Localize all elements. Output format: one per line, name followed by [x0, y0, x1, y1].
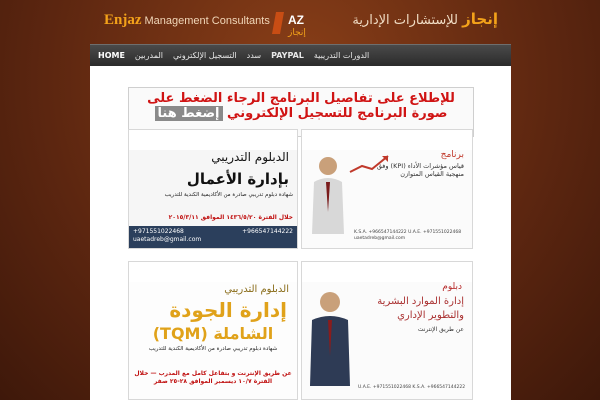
card-title: إدارة الموارد البشرية [377, 296, 464, 307]
card-header [129, 262, 297, 282]
course-card-hr[interactable] [301, 261, 473, 400]
card-header [302, 130, 472, 150]
brand-arabic-main: إنجاز [462, 10, 498, 28]
card-subtitle: إدارة الجودة [169, 298, 287, 322]
card-phone-ksa: +966547144222 [242, 228, 293, 235]
card-subtitle: بإدارة الأعمال [186, 170, 289, 188]
svg-text:إنجاز: إنجاز [288, 28, 306, 38]
brand-tagline: Management Consultants [144, 15, 270, 27]
card-title: الدبلوم التدريبي [211, 150, 289, 164]
banner-line-2 [129, 106, 473, 121]
card-subtitle: والتطوير الإداري [397, 310, 464, 321]
course-card-business-admin[interactable] [128, 129, 298, 249]
card-title: برنامج [440, 150, 464, 160]
card-phone-uae: +971551022468 [133, 228, 184, 235]
click-here-button[interactable]: إضغط هنا [155, 106, 223, 121]
nav-trainers[interactable]: المدربين [134, 51, 163, 60]
card-dates: عن طريق الإنترنت و بتفاعل كامل مع المدرب — خلال الفترة ١٠/٧ ديسمبر الموافق ٢٨-٢٥ صفر [134, 370, 292, 385]
nav-courses[interactable]: الدورات التدريبية [313, 51, 370, 60]
nav-paypal[interactable]: PAYPAL [271, 51, 304, 60]
brand-english[interactable] [104, 12, 270, 29]
card-contact: U.A.E. +971551022468 K.S.A. +966547144222 [358, 385, 466, 390]
card-title: الدبلوم التدريبي [224, 284, 289, 295]
course-card-tqm[interactable] [128, 261, 298, 400]
presenter-photo-icon [306, 286, 354, 386]
card-subtitle: قياس مؤشرات الأداء (KPI) وفق منهجية القياس المتوازن [376, 162, 464, 178]
card-description: شهادة دبلوم تدريبي صادرة من الأكاديمية الكندية للتدريب [164, 192, 293, 198]
svg-text:AZ: AZ [288, 13, 304, 27]
nav-online-registration[interactable]: التسجيل الإلكتروني [173, 51, 237, 60]
presenter-photo-icon [306, 152, 350, 234]
card-tag: دبلوم [442, 282, 462, 292]
card-delivery-mode: عن طريق الإنترنت [417, 326, 464, 333]
nav-home[interactable]: HOME [98, 51, 125, 60]
enjaz-logo[interactable] [270, 8, 322, 38]
brand-name: Enjaz [104, 12, 142, 28]
banner-line-1: للإطلاع على تفاصيل البرنامج الرجاء الضغط على [147, 91, 455, 106]
main-content [90, 66, 511, 400]
card-header [129, 130, 297, 150]
card-dates: خلال الفترة ١٤٣٦/٥/٢٠ الموافق ٢٠١٥/٣/١١ [168, 214, 293, 221]
card-subtitle-2: الشاملة (TQM) [152, 324, 274, 343]
brand-arabic[interactable] [352, 10, 498, 28]
nav-pay[interactable]: سدد [246, 51, 262, 60]
site-header [0, 0, 600, 42]
card-header [302, 262, 472, 282]
card-description: شهادة دبلوم تدريبي صادرة من الأكاديمية الكندية للتدريب [148, 346, 278, 352]
card-email: uaetadreb@gmail.com [133, 236, 202, 243]
brand-arabic-sub: للإستشارات الإدارية [352, 13, 458, 28]
card-contact: K.S.A. +966547144222 U.A.E. +971551022468 uaetadreb@gmail.com [354, 230, 462, 241]
main-navigation [90, 44, 511, 66]
card-contact-bar [129, 226, 297, 248]
course-card-kpi[interactable] [301, 129, 473, 249]
banner-line-2-text: صورة البرنامج للتسجيل الإلكتروني [227, 106, 448, 121]
